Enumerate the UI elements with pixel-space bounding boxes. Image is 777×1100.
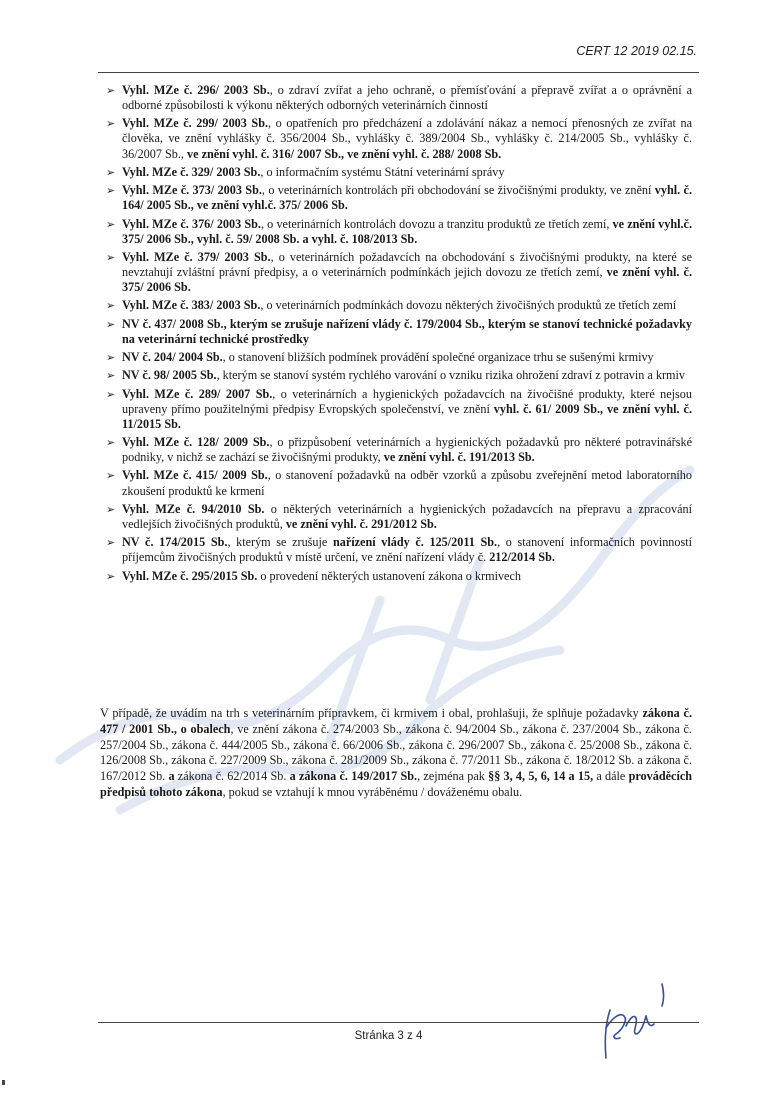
legislation-bold-text: ve znění vyhl. č. 375/ 2006 Sb. xyxy=(122,264,692,295)
legislation-bold-text: Vyhl. MZe č. 94/2010 Sb. xyxy=(122,501,265,516)
legislation-item xyxy=(100,368,692,383)
declaration-text: a dále xyxy=(593,769,629,784)
arrow-bullet-icon: ➢ xyxy=(106,84,116,97)
arrow-bullet-icon: ➢ xyxy=(106,317,116,331)
arrow-bullet-icon: ➢ xyxy=(106,469,116,483)
legislation-bold-text: Vyhl. MZe č. 296/ 2003 Sb. xyxy=(122,83,270,97)
legislation-item xyxy=(100,435,692,465)
arrow-bullet-icon: ➢ xyxy=(106,387,116,401)
legislation-bold-text: ve znění vyhl.č. 375/ 2006 Sb., vyhl. č. 59/ 2008 Sb. a vyhl. č. 108/2013 Sb. xyxy=(122,216,692,246)
legislation-bold-text: Vyhl. MZe č. 295/2015 Sb. xyxy=(122,568,258,583)
legislation-item xyxy=(100,165,692,180)
legislation-bold-text: NV č. 98/ 2005 Sb. xyxy=(122,368,217,383)
legislation-text: o některých veterinárních a hygienických požadavcích na přepravu a zpracování vedlejších živočišných produktů, xyxy=(122,501,692,531)
declaration-bold-text: prováděcích předpisů tohoto zákona xyxy=(100,769,693,799)
legislation-bold-text: nařízení vlády č. 125/2011 Sb. xyxy=(332,535,498,550)
arrow-bullet-icon: ➢ xyxy=(106,569,116,583)
legislation-text: , o veterinárních kontrolách při obchodování se živočišnými produkty, ve znění xyxy=(261,183,655,198)
legislation-bold-text: ve znění vyhl. č. 316/ 2007 Sb., ve znění vyhl. č. 288/ 2008 Sb. xyxy=(187,146,502,161)
legislation-item xyxy=(100,502,692,532)
legislation-text: , o opatřeních pro předcházení a zdolávání nákaz a nemocí přenosných ze zvířat na člověka, ve znění vyhlášky č. 356/2004 Sb., vyhlášky č. 389/2004 Sb., vyhlášky č. 214/2005 Sb., vyhlášky č. 36/2007 Sb., xyxy=(122,116,692,161)
legislation-bold-text: Vyhl. MZe č. 379/ 2003 Sb. xyxy=(122,249,271,264)
page-number: Stránka 3 z 4 xyxy=(354,1030,423,1042)
legislation-bold-text: NV č. 437/ 2008 Sb., kterým se zrušuje nařízení vlády č. 179/2004 Sb., kterým se stanoví technické požadavky na veterinární technické prostředky xyxy=(122,316,692,346)
legislation-item xyxy=(100,468,692,498)
legislation-bold-text: Vyhl. MZe č. 383/ 2003 Sb. xyxy=(122,298,261,313)
declaration-bold-text: zákona č. 477 / 2001 Sb., o obalech xyxy=(100,706,693,736)
arrow-bullet-icon: ➢ xyxy=(106,502,116,516)
scan-edge-mark xyxy=(2,1080,5,1085)
declaration-text: , pokud se vztahují k mnou vyráběnému / dováženému obalu. xyxy=(222,784,523,799)
declaration-text: zákona č. 62/2014 Sb. xyxy=(174,769,290,784)
legislation-item xyxy=(100,183,692,213)
arrow-bullet-icon: ➢ xyxy=(106,250,116,264)
legislation-item xyxy=(100,83,692,113)
arrow-bullet-icon: ➢ xyxy=(106,436,116,450)
declaration-text: , ve znění zákona č. 274/2003 Sb., zákona č. 94/2004 Sb., zákona č. 237/2004 Sb., zákona č. 257/2004 Sb., zákona č. 444/2005 Sb., zákona č. 66/2006 Sb., zákona č. 296/2007 Sb., zákona č. 25/2008 Sb., zákona č. 126/2008 Sb., zákona č. 227/2009 Sb., zákona č. 281/2009 Sb., zákona č. 77/2011 Sb., zákona č. 18/2012 Sb. a zákona č. 167/2012 Sb. xyxy=(100,721,692,784)
arrow-bullet-icon: ➢ xyxy=(106,184,116,198)
legislation-item xyxy=(100,535,692,565)
legislation-text: , o informačním systému Státní veterinární správy xyxy=(260,164,505,179)
legislation-item xyxy=(100,350,692,365)
legislation-bold-text: vyhl. č. 61/ 2009 Sb., ve znění vyhl. č. 11/2015 Sb. xyxy=(122,401,693,431)
arrow-bullet-icon: ➢ xyxy=(106,351,116,364)
legislation-item xyxy=(100,250,692,295)
legislation-text: , kterým se zrušuje xyxy=(227,535,333,550)
arrow-bullet-icon: ➢ xyxy=(106,165,116,179)
arrow-bullet-icon: ➢ xyxy=(106,217,116,231)
legislation-text: , o veterinárních kontrolách dovozu a tranzitu produktů ze třetích zemí, xyxy=(260,216,613,231)
legislation-text: , o stanovení bližších podmínek provádění společné organizace trhu se sušenými krmivy xyxy=(222,350,654,364)
legislation-text: , o veterinárních a hygienických požadavcích na živočišné produkty, které nejsou upraveny přímo použitelnými předpisy Evropských společenství, ve znění xyxy=(122,386,692,416)
legislation-list xyxy=(100,83,692,587)
legislation-bold-text: Vyhl. MZe č. 376/ 2003 Sb. xyxy=(122,216,261,231)
arrow-bullet-icon: ➢ xyxy=(106,117,116,131)
declaration-bold-text: §§ 3, 4, 5, 6, 14 a 15, xyxy=(488,769,594,784)
legislation-bold-text: Vyhl. MZe č. 415/ 2009 Sb. xyxy=(122,468,268,483)
footer-rule xyxy=(98,1022,699,1023)
signature xyxy=(592,966,682,1062)
legislation-bold-text: ve znění vyhl. č. 291/2012 Sb. xyxy=(285,516,437,531)
legislation-bold-text: Vyhl. MZe č. 329/ 2003 Sb. xyxy=(122,164,261,179)
header-rule xyxy=(98,72,699,73)
legislation-bold-text: NV č. 174/2015 Sb. xyxy=(122,535,228,550)
legislation-bold-text: NV č. 204/ 2004 Sb. xyxy=(122,350,223,364)
legislation-bold-text: ve znění vyhl. č. 191/2013 Sb. xyxy=(383,450,535,465)
arrow-bullet-icon: ➢ xyxy=(106,536,116,550)
legislation-text: , o veterinárních podmínkách dovozu některých živočišných produktů ze třetích zemí xyxy=(260,298,677,313)
legislation-item xyxy=(100,387,692,432)
declaration-bold-text: a xyxy=(168,769,175,784)
arrow-bullet-icon: ➢ xyxy=(106,369,116,383)
legislation-item xyxy=(100,298,692,313)
legislation-bold-text: Vyhl. MZe č. 128/ 2009 Sb. xyxy=(122,435,270,450)
legislation-text: , o stanovení požadavků na odběr vzorků a způsobu zveřejnění metod laboratorního zkoušení produktů ke krmení xyxy=(122,468,692,498)
legislation-bold-text: vyhl. č. 164/ 2005 Sb., ve znění vyhl.č. 375/ 2006 Sb. xyxy=(122,183,692,213)
legislation-text: , o veterinárních požadavcích na obchodování s živočišnými produkty, na které se nevztahují zvláštní právní předpisy, a o veterinárních podmínkách jejich dovozu ze třetích zemí, xyxy=(122,249,692,279)
legislation-item xyxy=(100,569,692,584)
declaration-bold-text: a zákona č. 149/2017 Sb. xyxy=(289,769,418,784)
legislation-bold-text: Vyhl. MZe č. 373/ 2003 Sb. xyxy=(122,183,262,198)
document-reference: CERT 12 2019 02.15. xyxy=(576,44,697,58)
packaging-declaration xyxy=(100,706,692,801)
legislation-item xyxy=(100,116,692,161)
legislation-text: o provedení některých ustanovení zákona o krmivech xyxy=(257,568,521,583)
legislation-bold-text: 212/2014 Sb. xyxy=(489,550,555,565)
legislation-bold-text: Vyhl. MZe č. 299/ 2003 Sb. xyxy=(122,116,269,131)
legislation-text: , o stanovení informačních povinností příjemcům živočišných produktů v místě určení, ve znění nařízení vlády č. xyxy=(122,535,692,565)
declaration-text: V případě, že uvádím na trh s veterinárním přípravkem, či krmivem i obal, prohlašuji, že splňuje požadavky xyxy=(100,706,643,720)
legislation-text: , o zdraví zvířat a jeho ochraně, o přemísťování a přepravě zvířat a o oprávnění a odborné způsobilosti k výkonu některých odborných veterinárních činností xyxy=(122,83,692,113)
legislation-item xyxy=(100,217,692,247)
legislation-text: , o přizpůsobení veterinárních a hygienických požadavků pro některé potravinářské podniky, v nichž se zachází se živočišnými produkty, xyxy=(122,435,692,465)
legislation-item xyxy=(100,317,692,347)
declaration-text: , zejména pak xyxy=(417,769,489,784)
legislation-bold-text: Vyhl. MZe č. 289/ 2007 Sb. xyxy=(122,386,273,401)
arrow-bullet-icon: ➢ xyxy=(106,299,116,313)
legislation-text: , kterým se stanoví systém rychlého varování o vzniku rizika ohrožení zdraví z potravin a krmiv xyxy=(216,368,685,383)
